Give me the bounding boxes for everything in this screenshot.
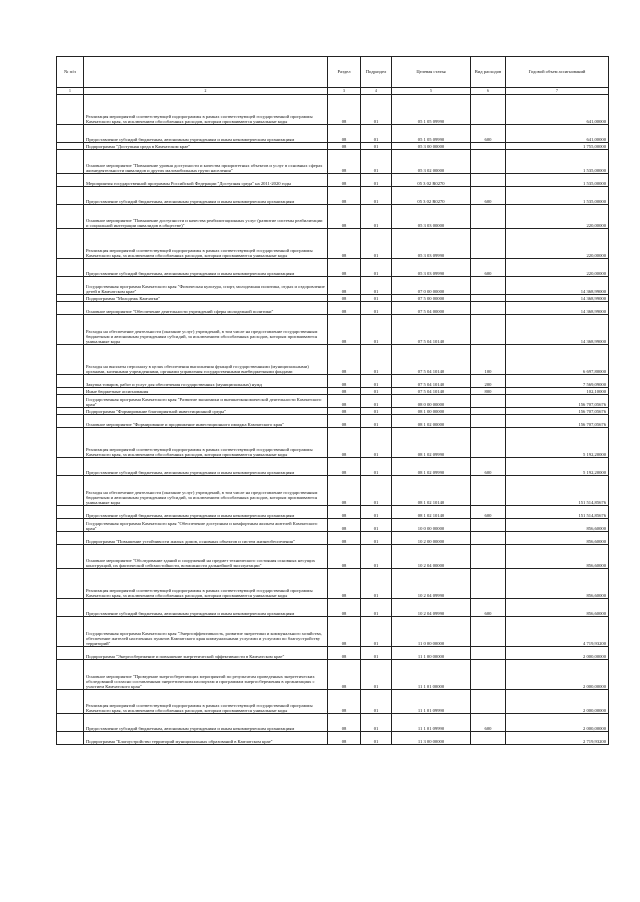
cell-vid [471, 476, 506, 506]
cell-number [57, 277, 84, 295]
cell-statya: 07 5 00 00000 [392, 295, 471, 302]
col-header-name [84, 57, 328, 88]
table-row [57, 617, 609, 647]
cell-name: Иные бюджетные ассигнования [84, 388, 328, 395]
cell-statya: 10 2 04 09990 [392, 599, 471, 617]
cell-number [57, 205, 84, 229]
cell-amount: 5 192,20000 [506, 428, 609, 458]
cell-amount: 1 535,00000 [506, 174, 609, 187]
table-row [57, 732, 609, 745]
cell-vid [471, 408, 506, 415]
table-row [57, 660, 609, 690]
cell-name: Основное мероприятие "Проведение энергосберегающих мероприятий по результатам проведенных энергетических обследований согласно составленным энергетическим паспортам и программам энергосбережения в организациях с участием Камчатского края" [84, 660, 328, 690]
cell-podrazdel: 01 [361, 476, 392, 506]
cell-vid [471, 660, 506, 690]
cell-number [57, 229, 84, 259]
table-row [57, 95, 609, 125]
cell-razdel: 08 [328, 714, 361, 732]
cell-vid [471, 205, 506, 229]
cell-podrazdel: 01 [361, 295, 392, 302]
cell-name: Подпрограмма "Энергосбережение и повышение энергетической эффективности в Камчатском крае" [84, 647, 328, 660]
cell-vid [471, 732, 506, 745]
cell-podrazdel: 01 [361, 458, 392, 476]
cell-number [57, 302, 84, 315]
cell-number [57, 532, 84, 545]
cell-vid: 600 [471, 506, 506, 519]
cell-number [57, 259, 84, 277]
cell-podrazdel: 01 [361, 428, 392, 458]
cell-statya: 11 0 00 00000 [392, 617, 471, 647]
cell-amount: 151 514,85676 [506, 506, 609, 519]
cell-podrazdel: 01 [361, 519, 392, 532]
cell-amount: 14 368,99000 [506, 277, 609, 295]
cell-statya: 07 5 04 00000 [392, 302, 471, 315]
cell-statya: 11 1 00 00000 [392, 647, 471, 660]
cell-amount: 2 719,93200 [506, 732, 609, 745]
cell-amount: 856,60000 [506, 519, 609, 532]
cell-podrazdel: 01 [361, 569, 392, 599]
cell-name: Государственная программа Камчатского края "Физическая культура, спорт, молодежная политика, отдых и оздоровление детей в Камчатском крае" [84, 277, 328, 295]
cell-razdel: 08 [328, 506, 361, 519]
table-row [57, 229, 609, 259]
cell-statya: 05 3 02 R0270 [392, 187, 471, 205]
cell-amount: 156 707,05676 [506, 395, 609, 408]
cell-vid [471, 302, 506, 315]
header-row [57, 57, 609, 88]
cell-vid [471, 143, 506, 150]
cell-vid [471, 395, 506, 408]
cell-podrazdel: 01 [361, 415, 392, 428]
col-header-podrazdel: Подраздел [361, 57, 392, 88]
cell-number [57, 506, 84, 519]
cell-statya: 05 3 02 00000 [392, 150, 471, 174]
cell-name: Основное мероприятие "Повышение доступности и качества реабилитационных услуг (развитие системы реабилитации и социальной интеграции инвалидов в обществе)" [84, 205, 328, 229]
cell-name: Мероприятия государственной программы Российской Федерации "Доступная среда" на 2011-2020 годы [84, 174, 328, 187]
cell-razdel: 08 [328, 428, 361, 458]
cell-podrazdel: 01 [361, 205, 392, 229]
cell-number [57, 408, 84, 415]
cell-amount: 102,10000 [506, 388, 609, 395]
cell-statya: 05 3 03 09990 [392, 259, 471, 277]
cell-name: Подпрограмма "Благоустройство территорий муниципальных образований в Камчатском крае" [84, 732, 328, 745]
cell-statya: 07 5 04 10140 [392, 375, 471, 388]
cell-statya: 05 3 00 00000 [392, 143, 471, 150]
cell-number [57, 395, 84, 408]
cell-vid: 600 [471, 125, 506, 143]
cell-vid [471, 277, 506, 295]
cell-razdel: 08 [328, 95, 361, 125]
cell-vid [471, 295, 506, 302]
cell-amount: 4 719,93200 [506, 617, 609, 647]
cell-vid [471, 315, 506, 345]
cell-statya: 10 2 04 00000 [392, 545, 471, 569]
cell-number [57, 125, 84, 143]
cell-razdel: 08 [328, 388, 361, 395]
cell-number [57, 519, 84, 532]
cell-amount: 641,00000 [506, 125, 609, 143]
cell-razdel: 08 [328, 277, 361, 295]
cell-podrazdel: 01 [361, 259, 392, 277]
cell-razdel: 08 [328, 569, 361, 599]
cell-amount: 151 514,85676 [506, 476, 609, 506]
table-row [57, 476, 609, 506]
cell-podrazdel: 01 [361, 532, 392, 545]
cell-podrazdel: 01 [361, 660, 392, 690]
cell-amount: 14 368,99000 [506, 315, 609, 345]
cell-number [57, 95, 84, 125]
cell-name: Государственная программа Камчатского края "Энергоэффективность, развитие энергетики и коммунального хозяйства, обеспечение жителей населенных пунктов Камчатского края коммунальными услугами и услугами по благоустройству территорий" [84, 617, 328, 647]
cell-name: Государственная программа Камчатского края "Развитие экономики и внешнеэкономической деятельности Камчатского края" [84, 395, 328, 408]
col-header-vid: Вид расходов [471, 57, 506, 88]
cell-razdel: 08 [328, 519, 361, 532]
cell-podrazdel: 01 [361, 395, 392, 408]
cell-razdel: 08 [328, 174, 361, 187]
cell-amount: 856,60000 [506, 569, 609, 599]
cell-amount: 14 368,99000 [506, 295, 609, 302]
table-row [57, 506, 609, 519]
cell-amount: 156 707,05676 [506, 408, 609, 415]
cell-amount: 2 000,00000 [506, 660, 609, 690]
cell-vid [471, 617, 506, 647]
cell-podrazdel: 01 [361, 143, 392, 150]
cell-vid [471, 428, 506, 458]
header-number-row [57, 88, 609, 95]
budget-table [56, 56, 609, 745]
cell-name: Основное мероприятие "Обеспечение деятельности учреждений сферы молодежной политики" [84, 302, 328, 315]
cell-razdel: 08 [328, 295, 361, 302]
cell-amount: 856,60000 [506, 599, 609, 617]
table-row [57, 302, 609, 315]
cell-statya: 08 1 02 00000 [392, 415, 471, 428]
cell-amount: 856,60000 [506, 545, 609, 569]
cell-statya: 08 1 02 09990 [392, 428, 471, 458]
col-index-4: 4 [361, 88, 392, 95]
cell-amount: 220,00000 [506, 229, 609, 259]
cell-podrazdel: 01 [361, 375, 392, 388]
cell-statya: 11 1 01 09990 [392, 714, 471, 732]
cell-statya: 07 0 00 00000 [392, 277, 471, 295]
cell-razdel: 08 [328, 187, 361, 205]
cell-number [57, 732, 84, 745]
cell-razdel: 08 [328, 395, 361, 408]
cell-name: Основное мероприятие "Формирование и продвижение инвестиционного имиджа Камчатского края" [84, 415, 328, 428]
cell-number [57, 617, 84, 647]
cell-number [57, 428, 84, 458]
col-index-1: 1 [57, 88, 84, 95]
cell-name: Реализация мероприятий соответствующей подпрограммы в рамках соответствующей государственной программы Камчатского края, за исключением обособленных расходов, которым присваиваются уникальные коды [84, 690, 328, 714]
table-row [57, 388, 609, 395]
cell-vid: 600 [471, 599, 506, 617]
cell-statya: 11 1 01 09990 [392, 690, 471, 714]
table-row [57, 408, 609, 415]
cell-podrazdel: 01 [361, 229, 392, 259]
table-body [57, 95, 609, 745]
cell-vid: 600 [471, 714, 506, 732]
cell-number [57, 187, 84, 205]
cell-podrazdel: 01 [361, 408, 392, 415]
cell-vid: 600 [471, 187, 506, 205]
cell-podrazdel: 01 [361, 714, 392, 732]
cell-number [57, 690, 84, 714]
cell-amount: 1 535,00000 [506, 150, 609, 174]
cell-razdel: 08 [328, 415, 361, 428]
cell-razdel: 08 [328, 660, 361, 690]
cell-razdel: 08 [328, 315, 361, 345]
col-index-3: 3 [328, 88, 361, 95]
table-row [57, 428, 609, 458]
cell-statya: 11 3 00 00000 [392, 732, 471, 745]
cell-podrazdel: 01 [361, 506, 392, 519]
table-row [57, 277, 609, 295]
cell-amount: 6 697,80000 [506, 345, 609, 375]
cell-number [57, 295, 84, 302]
cell-statya: 08 1 00 00000 [392, 408, 471, 415]
cell-name: Расходы на обеспечение деятельности (оказание услуг) учреждений, в том числе на предоставление государственным бюджетным и автономным учреждениям субсидий, за исключением обособленных расходов, которым присваиваются уникальные коды [84, 476, 328, 506]
cell-statya: 07 5 04 10140 [392, 388, 471, 395]
cell-name: Предоставление субсидий бюджетным, автономным учреждениям и иным некоммерческим организациям [84, 458, 328, 476]
table-row [57, 545, 609, 569]
col-header-statya: Целевая статья [392, 57, 471, 88]
cell-statya: 08 1 02 10140 [392, 506, 471, 519]
cell-name: Закупка товаров, работ и услуг для обеспечения государственных (муниципальных) нужд [84, 375, 328, 388]
table-row [57, 150, 609, 174]
cell-vid [471, 95, 506, 125]
cell-statya: 07 5 04 10140 [392, 345, 471, 375]
cell-amount: 220,00000 [506, 205, 609, 229]
cell-amount: 2 000,00000 [506, 647, 609, 660]
cell-name: Основное мероприятие "Повышение уровня доступности и качества приоритетных объектов и услуг в основных сферах жизнедеятельности инвалидов и других маломобильных групп населения" [84, 150, 328, 174]
table-row [57, 599, 609, 617]
col-index-2: 2 [84, 88, 328, 95]
cell-vid: 100 [471, 345, 506, 375]
table-row [57, 315, 609, 345]
cell-vid [471, 150, 506, 174]
cell-razdel: 08 [328, 599, 361, 617]
cell-statya: 10 2 04 09990 [392, 569, 471, 599]
col-header-razdel: Раздел [328, 57, 361, 88]
cell-amount: 641,00000 [506, 95, 609, 125]
table-row [57, 143, 609, 150]
cell-podrazdel: 01 [361, 277, 392, 295]
cell-vid [471, 647, 506, 660]
cell-statya: 08 1 02 10140 [392, 476, 471, 506]
cell-amount: 2 000,00000 [506, 714, 609, 732]
table-row [57, 259, 609, 277]
col-header-amount: Годовой объем ассигнований [506, 57, 609, 88]
cell-razdel: 08 [328, 545, 361, 569]
cell-number [57, 545, 84, 569]
table-row [57, 519, 609, 532]
cell-number [57, 458, 84, 476]
cell-razdel: 08 [328, 647, 361, 660]
cell-podrazdel: 01 [361, 125, 392, 143]
cell-statya: 05 3 02 R0270 [392, 174, 471, 187]
cell-razdel: 08 [328, 532, 361, 545]
cell-podrazdel: 01 [361, 302, 392, 315]
cell-number [57, 143, 84, 150]
cell-statya: 07 5 04 10140 [392, 315, 471, 345]
table-row [57, 174, 609, 187]
cell-vid [471, 415, 506, 428]
table-row [57, 647, 609, 660]
table-row [57, 295, 609, 302]
cell-name: Предоставление субсидий бюджетным, автономным учреждениям и иным некоммерческим организациям [84, 506, 328, 519]
cell-statya: 08 0 00 00000 [392, 395, 471, 408]
table-row [57, 187, 609, 205]
cell-name: Реализация мероприятий соответствующей подпрограммы в рамках соответствующей государственной программы Камчатского края, за исключением обособленных расходов, которым присваиваются уникальные коды [84, 95, 328, 125]
cell-statya: 10 0 00 00000 [392, 519, 471, 532]
cell-razdel: 08 [328, 690, 361, 714]
cell-number [57, 388, 84, 395]
cell-number [57, 375, 84, 388]
cell-razdel: 08 [328, 408, 361, 415]
cell-vid [471, 545, 506, 569]
table-row [57, 532, 609, 545]
table-row [57, 690, 609, 714]
cell-razdel: 08 [328, 143, 361, 150]
cell-name: Подпрограмма "Молодежь Камчатки" [84, 295, 328, 302]
cell-name: Предоставление субсидий бюджетным, автономным учреждениям и иным некоммерческим организациям [84, 714, 328, 732]
cell-podrazdel: 01 [361, 345, 392, 375]
cell-amount: 220,00000 [506, 259, 609, 277]
cell-name: Предоставление субсидий бюджетным, автономным учреждениям и иным некоммерческим организациям [84, 259, 328, 277]
cell-vid [471, 532, 506, 545]
cell-number [57, 714, 84, 732]
table-row [57, 458, 609, 476]
cell-name: Расходы на обеспечение деятельности (оказание услуг) учреждений, в том числе на предоставление государственным бюджетным и автономным учреждениям субсидий, за исключением обособленных расходов, которым присваиваются уникальные коды [84, 315, 328, 345]
col-header-number: № п/п [57, 57, 84, 88]
cell-amount: 156 707,05676 [506, 415, 609, 428]
cell-podrazdel: 01 [361, 174, 392, 187]
table-row [57, 714, 609, 732]
cell-name: Предоставление субсидий бюджетным, автономным учреждениям и иным некоммерческим организациям [84, 599, 328, 617]
cell-razdel: 08 [328, 259, 361, 277]
cell-podrazdel: 01 [361, 599, 392, 617]
cell-podrazdel: 01 [361, 388, 392, 395]
cell-vid [471, 174, 506, 187]
cell-number [57, 647, 84, 660]
cell-razdel: 08 [328, 229, 361, 259]
table-row [57, 415, 609, 428]
cell-statya: 05 1 05 09990 [392, 125, 471, 143]
cell-vid [471, 690, 506, 714]
cell-number [57, 174, 84, 187]
cell-number [57, 660, 84, 690]
cell-name: Реализация мероприятий соответствующей подпрограммы в рамках соответствующей государственной программы Камчатского края, за исключением обособленных расходов, которым присваиваются уникальные коды [84, 569, 328, 599]
cell-amount: 14 368,99000 [506, 302, 609, 315]
table-row [57, 205, 609, 229]
cell-amount: 5 192,20000 [506, 458, 609, 476]
cell-vid: 600 [471, 458, 506, 476]
cell-number [57, 415, 84, 428]
cell-number [57, 476, 84, 506]
table-row [57, 395, 609, 408]
cell-vid [471, 229, 506, 259]
cell-razdel: 08 [328, 205, 361, 229]
cell-podrazdel: 01 [361, 617, 392, 647]
cell-podrazdel: 01 [361, 545, 392, 569]
cell-number [57, 345, 84, 375]
cell-podrazdel: 01 [361, 187, 392, 205]
cell-statya: 05 3 03 00000 [392, 205, 471, 229]
cell-name: Предоставление субсидий бюджетным, автономным учреждениям и иным некоммерческим организациям [84, 187, 328, 205]
cell-name: Реализация мероприятий соответствующей подпрограммы в рамках соответствующей государственной программы Камчатского края, за исключением обособленных расходов, которым присваиваются уникальные коды [84, 229, 328, 259]
cell-statya: 05 1 05 09990 [392, 95, 471, 125]
cell-razdel: 08 [328, 458, 361, 476]
cell-amount: 7 569,09000 [506, 375, 609, 388]
cell-amount: 1 535,00000 [506, 187, 609, 205]
col-index-6: 6 [471, 88, 506, 95]
table-row [57, 569, 609, 599]
cell-razdel: 08 [328, 150, 361, 174]
cell-statya: 08 1 02 09990 [392, 458, 471, 476]
cell-podrazdel: 01 [361, 647, 392, 660]
cell-number [57, 599, 84, 617]
table-row [57, 375, 609, 388]
cell-podrazdel: 01 [361, 690, 392, 714]
budget-table-sheet [56, 56, 608, 745]
cell-amount: 856,60000 [506, 532, 609, 545]
cell-name: Расходы на выплаты персоналу в целях обеспечения выполнения функций государственными (муниципальными) органами, казенными учреждениями, органами управления государственными внебюджетными фондами [84, 345, 328, 375]
cell-name: Предоставление субсидий бюджетным, автономным учреждениям и иным некоммерческим организациям [84, 125, 328, 143]
table-row [57, 125, 609, 143]
cell-razdel: 08 [328, 125, 361, 143]
cell-razdel: 08 [328, 375, 361, 388]
cell-podrazdel: 01 [361, 732, 392, 745]
cell-number [57, 569, 84, 599]
cell-statya: 10 2 00 00000 [392, 532, 471, 545]
cell-vid: 800 [471, 388, 506, 395]
cell-vid: 200 [471, 375, 506, 388]
cell-vid: 600 [471, 259, 506, 277]
cell-number [57, 315, 84, 345]
cell-podrazdel: 01 [361, 150, 392, 174]
cell-podrazdel: 01 [361, 315, 392, 345]
cell-name: Подпрограмма "Повышение устойчивости жилых домов, основных объектов и систем жизнеобеспечения" [84, 532, 328, 545]
cell-statya: 11 1 01 00000 [392, 660, 471, 690]
cell-vid [471, 519, 506, 532]
cell-name: Подпрограмма "Доступная среда в Камчатском крае" [84, 143, 328, 150]
cell-razdel: 08 [328, 302, 361, 315]
cell-vid [471, 569, 506, 599]
cell-name: Основное мероприятие "Обследование зданий и сооружений на предмет технического состояния основных несущих конструкций, их фактической сейсмостойкости, возможности дальнейшей эксплуатации" [84, 545, 328, 569]
table-row [57, 345, 609, 375]
col-index-7: 7 [506, 88, 609, 95]
cell-statya: 05 3 03 09990 [392, 229, 471, 259]
cell-razdel: 08 [328, 345, 361, 375]
cell-razdel: 08 [328, 476, 361, 506]
cell-name: Подпрограмма "Формирование благоприятной инвестиционной среды" [84, 408, 328, 415]
cell-name: Реализация мероприятий соответствующей подпрограммы в рамках соответствующей государственной программы Камчатского края, за исключением обособленных расходов, которым присваиваются уникальные коды [84, 428, 328, 458]
cell-number [57, 150, 84, 174]
cell-razdel: 08 [328, 617, 361, 647]
col-index-5: 5 [392, 88, 471, 95]
cell-razdel: 08 [328, 732, 361, 745]
cell-name: Государственная программа Камчатского края "Обеспечение доступным и комфортным жильем жителей Камчатского края" [84, 519, 328, 532]
cell-podrazdel: 01 [361, 95, 392, 125]
cell-amount: 1 755,00000 [506, 143, 609, 150]
cell-amount: 2 000,00000 [506, 690, 609, 714]
